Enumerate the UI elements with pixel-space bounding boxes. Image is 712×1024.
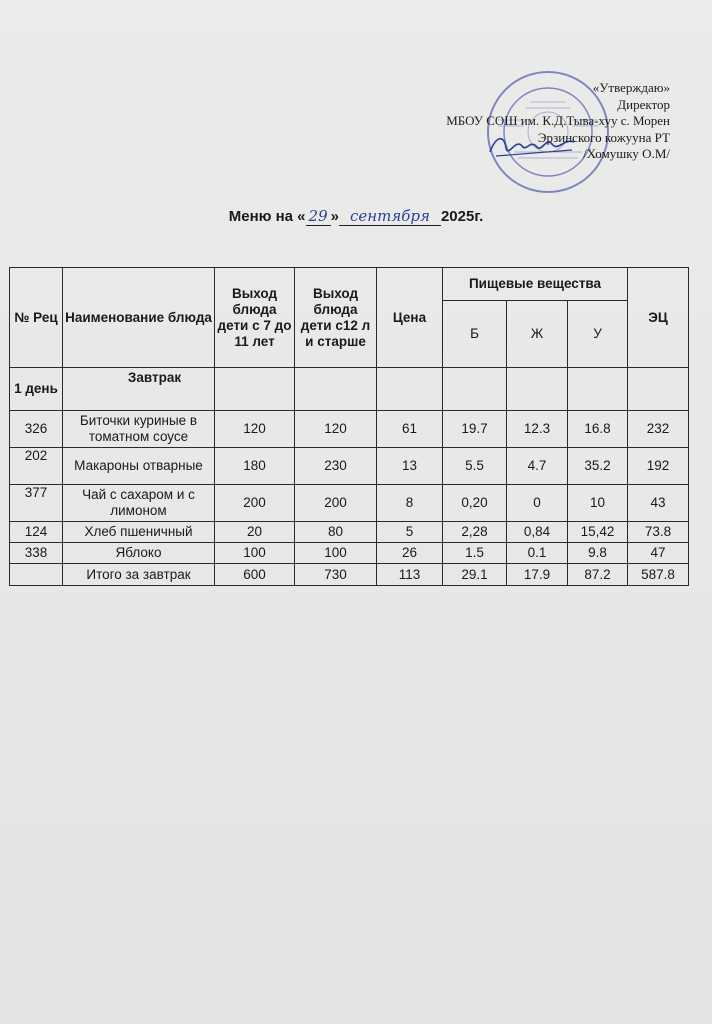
approval-position: Директор — [617, 96, 670, 112]
approval-block — [400, 80, 670, 163]
cell-name: Яблоко — [63, 543, 215, 564]
header-protein: Б — [443, 301, 507, 368]
table-row — [10, 543, 689, 564]
cell-carbs: 10 — [568, 485, 628, 522]
cell-energy: 232 — [628, 411, 689, 448]
cell-code: 326 — [10, 411, 63, 448]
cell-fat: 0,84 — [507, 522, 568, 543]
cell-fat: 0.1 — [507, 543, 568, 564]
cell-out7: 100 — [215, 543, 295, 564]
cell-out7: 20 — [215, 522, 295, 543]
table-row — [10, 485, 689, 522]
menu-table — [9, 267, 689, 586]
meal-label: Завтрак — [63, 368, 215, 411]
cell-energy: 192 — [628, 448, 689, 485]
day-label: 1 день — [10, 368, 63, 411]
cell-energy: 43 — [628, 485, 689, 522]
cell-fat: 4.7 — [507, 448, 568, 485]
title-year: 2025г. — [440, 208, 484, 225]
header-dish-name: Наименование блюда — [63, 268, 215, 368]
table-row-day — [10, 368, 689, 411]
title-prefix: Меню на « — [228, 208, 306, 225]
cell-out7: 120 — [215, 411, 295, 448]
title-mid: » — [330, 208, 339, 225]
cell-name: Хлеб пшеничный — [63, 522, 215, 543]
cell-price: 61 — [377, 411, 443, 448]
total-carbs: 87.2 — [568, 564, 628, 586]
header-recipe-number: № Рец — [10, 268, 63, 368]
page-title — [0, 207, 712, 226]
cell-out12: 80 — [295, 522, 377, 543]
cell-name: Чай с сахаром и с лимоном — [63, 485, 215, 522]
header-nutrients: Пищевые вещества — [443, 268, 628, 301]
title-day: 29 — [306, 207, 331, 226]
cell-out12: 120 — [295, 411, 377, 448]
cell-carbs: 9.8 — [568, 543, 628, 564]
cell-protein: 19.7 — [443, 411, 507, 448]
cell-protein: 1.5 — [443, 543, 507, 564]
approval-director-name: /Хомушку О.М/ — [583, 146, 670, 161]
cell-protein: 5.5 — [443, 448, 507, 485]
cell-price: 8 — [377, 485, 443, 522]
header-carbs: У — [568, 301, 628, 368]
total-energy: 587.8 — [628, 564, 689, 586]
cell-price: 5 — [377, 522, 443, 543]
cell-out7: 200 — [215, 485, 295, 522]
cell-protein: 0,20 — [443, 485, 507, 522]
cell-fat: 0 — [507, 485, 568, 522]
cell-out12: 200 — [295, 485, 377, 522]
header-output-7-11: Выход блюда дети с 7 до 11 лет — [215, 268, 295, 368]
cell-name: Макароны отварные — [63, 448, 215, 485]
header-price: Цена — [377, 268, 443, 368]
cell-price: 26 — [377, 543, 443, 564]
cell-out12: 100 — [295, 543, 377, 564]
title-month: сентября — [339, 207, 441, 226]
total-label: Итого за завтрак — [63, 564, 215, 586]
table-row-total — [10, 564, 689, 586]
cell-carbs: 15,42 — [568, 522, 628, 543]
total-out7: 600 — [215, 564, 295, 586]
cell-code: 124 — [10, 522, 63, 543]
cell-code: 202 — [10, 448, 63, 485]
cell-price: 13 — [377, 448, 443, 485]
header-energy: ЭЦ — [628, 268, 689, 368]
cell-out7: 180 — [215, 448, 295, 485]
approval-heading: «Утверждаю» — [592, 80, 670, 95]
total-fat: 17.9 — [507, 564, 568, 586]
table-row — [10, 448, 689, 485]
cell-fat: 12.3 — [507, 411, 568, 448]
header-output-12: Выход блюда дети с12 л и старше — [295, 268, 377, 368]
table-row — [10, 522, 689, 543]
header-fat: Ж — [507, 301, 568, 368]
cell-energy: 73.8 — [628, 522, 689, 543]
cell-code: 338 — [10, 543, 63, 564]
cell-protein: 2,28 — [443, 522, 507, 543]
approval-school: МБОУ СОШ им. К.Д.Тыва-хуу с. Морен — [446, 113, 670, 128]
total-protein: 29.1 — [443, 564, 507, 586]
table-row — [10, 411, 689, 448]
cell-carbs: 35.2 — [568, 448, 628, 485]
approval-region: Эрзинского кожууна РТ — [537, 129, 670, 145]
total-out12: 730 — [295, 564, 377, 586]
cell-code: 377 — [10, 485, 63, 522]
cell-carbs: 16.8 — [568, 411, 628, 448]
cell-energy: 47 — [628, 543, 689, 564]
cell-out12: 230 — [295, 448, 377, 485]
total-price: 113 — [377, 564, 443, 586]
cell-name: Биточки куриные в томатном соусе — [63, 411, 215, 448]
